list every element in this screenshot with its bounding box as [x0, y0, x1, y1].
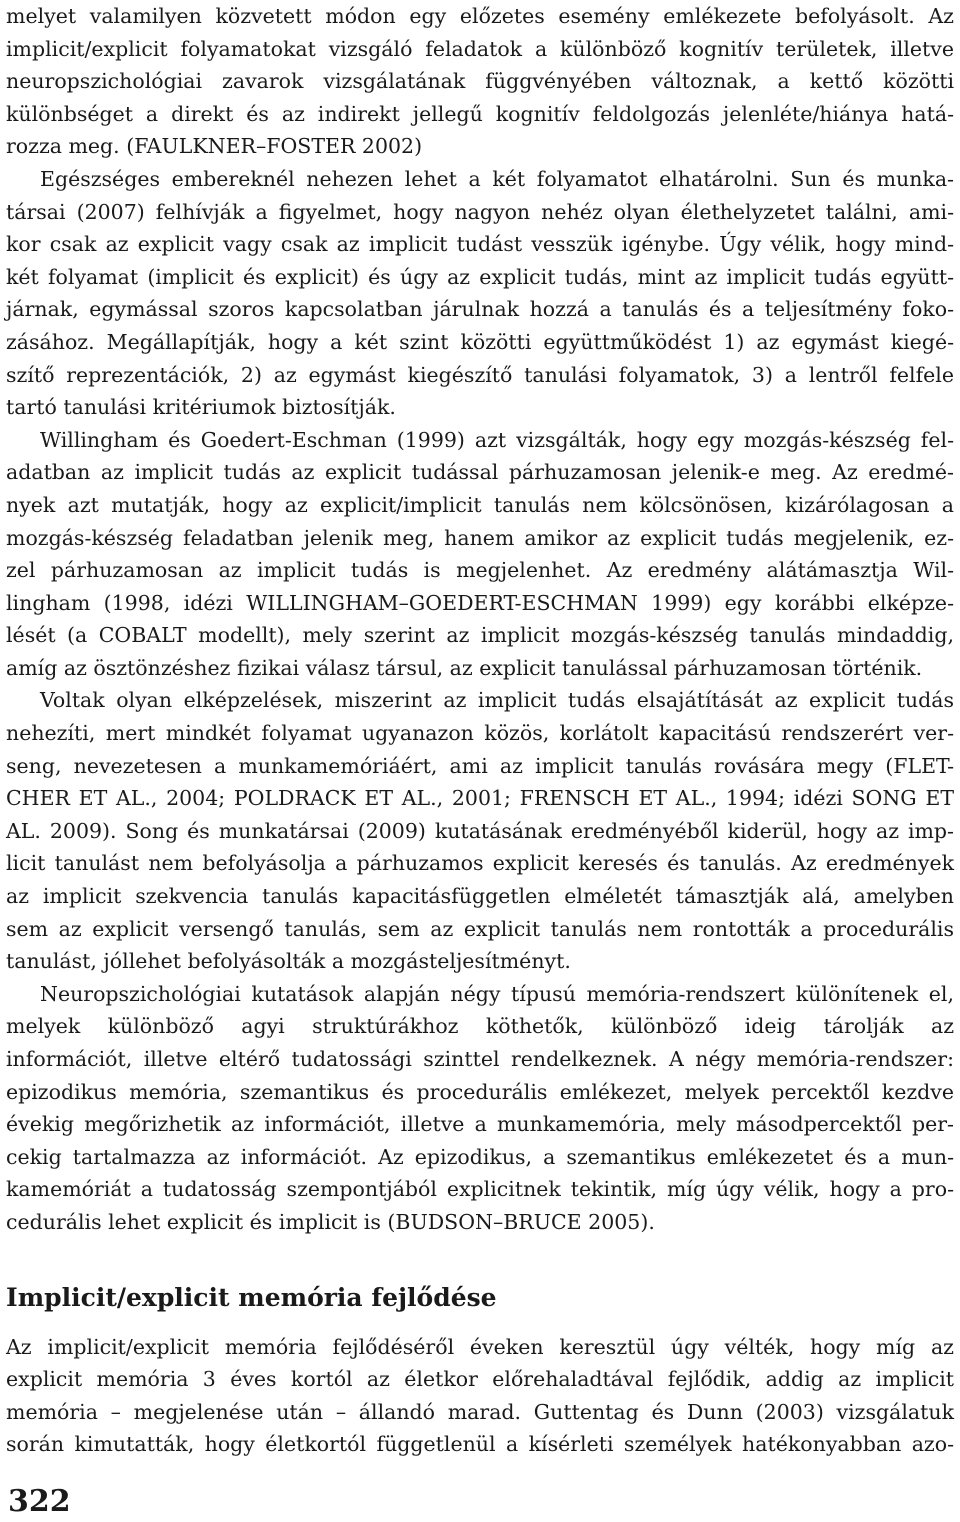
- text-line: információt, illetve eltérő tudatossági szinttel rendelkeznek. A négy memória-rendszer:: [6, 1047, 954, 1071]
- text-line: különbséget a direkt és az indirekt jellegű kognitív feldolgozás jelenléte/hiánya hatá-: [6, 101, 954, 126]
- text-line: Willingham és Goedert-Eschman (1999) azt vizsgálták, hogy egy mozgás-készség fel-: [40, 427, 954, 452]
- text-line: amíg az ösztönzéshez fizikai válasz társul, az explicit tanulással párhuzamosan történik.: [6, 655, 923, 680]
- text-line: Voltak olyan elképzelések, miszerint az implicit tudás elsajátítását az explicit tudás: [40, 688, 954, 713]
- text-line: memória – megjelenése után – állandó marad. Guttentag és Dunn (2003) vizsgálatuk: [6, 1399, 954, 1424]
- text-line: melyet valamilyen közvetett módon egy előzetes esemény emlékezete befolyásolt. Az: [6, 4, 954, 28]
- paragraph-3: [6, 424, 954, 685]
- text-line: rozza meg. (FAULKNER–FOSTER 2002): [6, 134, 423, 159]
- text-line: cedurális lehet explicit és implicit is (BUDSON–BRUCE 2005).: [6, 1209, 655, 1234]
- page-number: 322: [8, 1484, 71, 1519]
- text-line: társai (2007) felhívják a figyelmet, hogy nagyon nehéz olyan élethelyzetet találni, ami-: [6, 199, 954, 224]
- text-line: zel párhuzamosan az implicit tudás is megjelenhet. Az eredmény alátámasztja Wil-: [6, 558, 954, 583]
- text-line: Egészséges embereknél nehezen lehet a két folyamatot elhatárolni. Sun és munka-: [40, 166, 954, 191]
- text-line: explicit memória 3 éves kortól az életkor előrehaladtával fejlődik, addig az implicit: [6, 1367, 954, 1392]
- section-heading: Implicit/explicit memória fejlődése: [6, 1282, 497, 1312]
- text-line: melyek különböző agyi struktúrákhoz köthetők, különböző ideig tárolják az: [6, 1014, 954, 1039]
- text-line: licit tanulást nem befolyásolja a párhuzamos explicit keresés és tanulás. Az eredmények: [6, 851, 954, 876]
- text-line: lését (a COBALT modellt), mely szerint az implicit mozgás-készség tanulás mindaddig,: [6, 623, 954, 648]
- text-line: neuropszichológiai zavarok vizsgálatának függvényében változnak, a kettő közötti: [6, 69, 954, 94]
- text-line: az implicit szekvencia tanulás kapacitásfüggetlen elméletét támasztják alá, amelyben: [6, 884, 954, 909]
- text-line: epizodikus memória, szemantikus és procedurális emlékezet, melyek percektől kezdve: [6, 1079, 954, 1104]
- text-line: cekig tartalmazza az információt. Az epizodikus, a szemantikus emlékezetet és a mun-: [6, 1144, 954, 1169]
- text-line: mozgás-készség feladatban jelenik meg, hanem amikor az explicit tudás megjelenik, ez-: [6, 525, 954, 550]
- text-line: járnak, egymással szoros kapcsolatban járulnak hozzá a tanulás és a teljesítmény foko-: [6, 297, 954, 322]
- paragraph-5: [6, 978, 954, 1239]
- text-line: két folyamat (implicit és explicit) és úgy az explicit tudás, mint az implicit tudás együtt-: [6, 264, 954, 289]
- text-line: kamemóriát a tudatosság szempontjából explicitnek tekintik, míg úgy vélik, hogy a pro-: [6, 1177, 954, 1202]
- text-line: adatban az implicit tudás az explicit tudással párhuzamosan jelenik-e meg. Az eredmé-: [6, 460, 954, 485]
- text-line: tanulást, jóllehet befolyásolták a mozgásteljesítményt.: [6, 949, 571, 974]
- text-line: Neuropszichológiai kutatások alapján négy típusú memória-rendszert különítenek el,: [40, 981, 954, 1006]
- page-body: [6, 0, 954, 1461]
- section-gap: [6, 1239, 954, 1263]
- paragraph-2: [6, 163, 954, 424]
- text-line: Az implicit/explicit memória fejlődéséről éveken keresztül úgy vélték, hogy míg az: [6, 1334, 954, 1359]
- text-line: kor csak az explicit vagy csak az implicit tudást vesszük igénybe. Úgy vélik, hogy mind-: [6, 232, 954, 257]
- text-line: szítő reprezentációk, 2) az egymást kiegészítő tanulási folyamatok, 3) a lentről felfele: [6, 362, 954, 387]
- text-line: évekig megőrizhetik az információt, illetve a munkamemória, mely másodpercektől per-: [6, 1112, 954, 1137]
- text-line: tartó tanulási kritériumok biztosítják.: [6, 395, 396, 420]
- text-line: AL. 2009). Song és munkatársai (2009) kutatásának eredményéből kiderül, hogy az imp-: [6, 818, 954, 843]
- text-line: sem az explicit versengő tanulás, sem az explicit tanulás nem rontották a procedurális: [6, 916, 954, 941]
- section-paragraph: [6, 1331, 954, 1461]
- text-line: nyek azt mutatják, hogy az explicit/implicit tanulás nem kölcsönösen, kizárólagosan a: [6, 492, 954, 517]
- text-line: nehezíti, mert mindkét folyamat ugyanazon közös, korlátolt kapacitású rendszerért ver-: [6, 721, 954, 746]
- text-line: zásához. Megállapítják, hogy a két szint közötti együttműködést 1) az egymást kiegé-: [6, 329, 954, 354]
- paragraph-4: [6, 684, 954, 977]
- text-line: seng, nevezetesen a munkamemóriáért, ami az implicit tanulás rovására megy (FLET-: [6, 753, 954, 778]
- paragraph-1: [6, 0, 954, 163]
- text-line: CHER ET AL., 2004; POLDRACK ET AL., 2001; FRENSCH ET AL., 1994; idézi SONG ET: [6, 786, 954, 811]
- text-line: során kimutatták, hogy életkortól függetlenül a kísérleti személyek hatékonyabban azo-: [6, 1432, 954, 1457]
- text-line: implicit/explicit folyamatokat vizsgáló feladatok a különböző kognitív területek, illetve: [6, 36, 954, 61]
- text-line: lingham (1998, idézi WILLINGHAM–GOEDERT-ESCHMAN 1999) egy korábbi elképze-: [6, 590, 954, 615]
